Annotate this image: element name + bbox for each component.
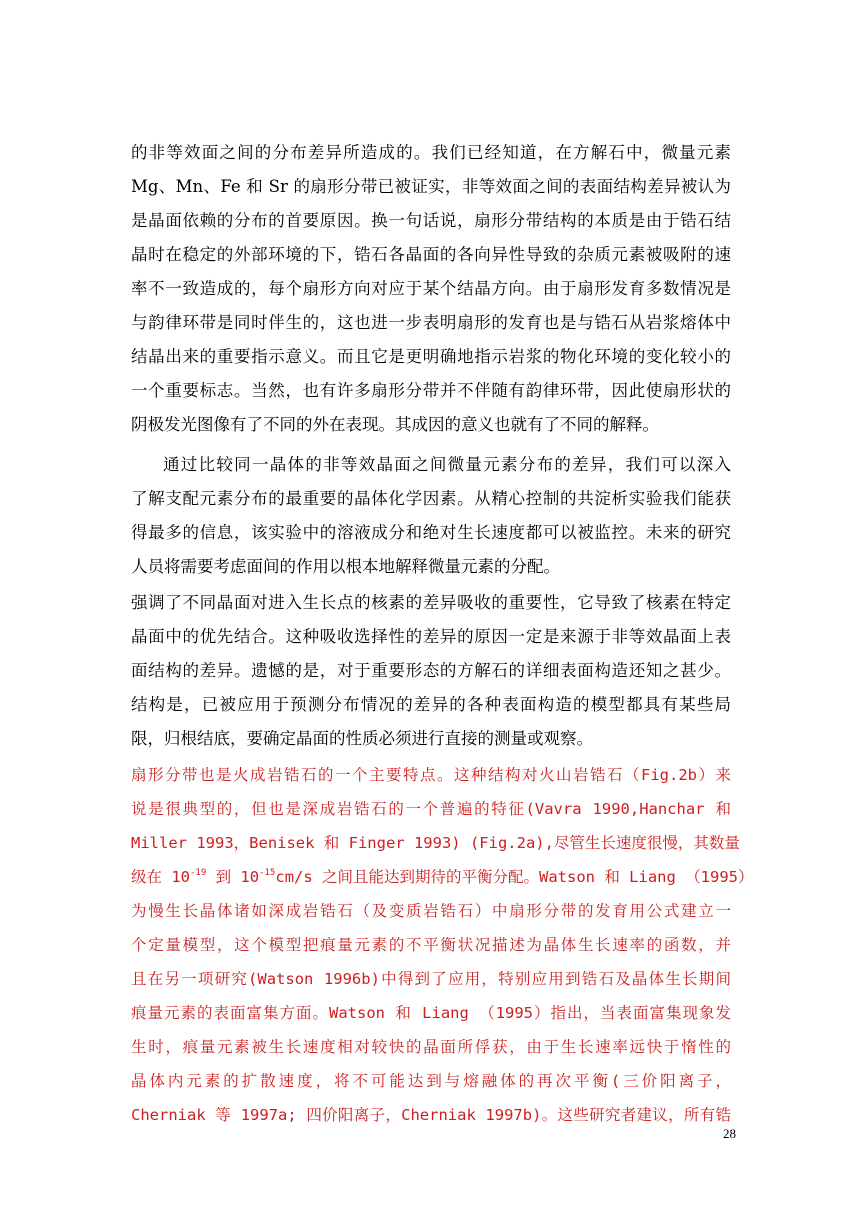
paragraph-4-line-9: 生时，痕量元素被生长速度相对较快的晶面所俘获，由于生长速率远快于惰性的 [131,1038,731,1056]
paragraph-1-line-4: 晶时在稳定的外部环境的下，锆石各晶面的各向异性导致的杂质元素被吸附的速 [131,245,731,264]
paragraph-1-line-5: 率不一致造成的，每个扇形方向对应于某个结晶方向。由于扇形发育多数情况是 [131,279,731,298]
paragraph-1-line-8: 一个重要标志。当然，也有许多扇形分带并不伴随有韵律环带，因此使扇形状的 [131,381,731,400]
paragraph-2-line-4: 人员将需要考虑面间的作用以根本地解释微量元素的分配。 [131,557,560,576]
paragraph-3-line-3: 面结构的差异。遗憾的是，对于重要形态的方解石的详细表面构造还知之甚少。 [131,661,731,680]
exponent-1: -19 [190,868,207,878]
paragraph-2-line-1: 通过比较同一晶体的非等效晶面之间微量元素分布的差异，我们可以深入 [163,455,731,474]
page-number: 28 [723,1126,736,1141]
paragraph-4-line-11: Cherniak 等 1997a; 四价阳离子，Cherniak 1997b)。这些研究者建议，所有锆 [131,1106,731,1124]
paragraph-3-line-2: 晶面中的优先结合。这种吸收选择性的差异的原因一定是来源于非等效晶面上表 [131,627,731,646]
paragraph-3-line-1: 强调了不同晶面对进入生长点的核素的差异吸收的重要性，它导致了核素在特定 [131,593,731,612]
paragraph-1-line-1: 的非等效面之间的分布差异所造成的。我们已经知道，在方解石中，微量元素 [131,143,731,162]
paragraph-4-line-8: 痕量元素的表面富集方面。Watson 和 Liang （1995）指出，当表面富集现象发 [131,1004,731,1022]
paragraph-3-line-4: 结构是，已被应用于预测分布情况的差异的各种表面构造的模型都具有某些局 [131,695,731,714]
paragraph-1-line-2: Mg、Mn、Fe 和 Sr 的扇形分带已被证实，非等效面之间的表面结构差异被认为 [131,177,731,196]
paragraph-3-line-5: 限，归根结底，要确定晶面的性质必须进行直接的测量或观察。 [131,729,593,748]
paragraph-4-line-3: Miller 1993，Benisek 和 Finger 1993) (Fig.2a),尽管生长速度很慢，其数量 [131,834,740,852]
line-4-text-c: cm/s 之间且能达到期待的平衡分配。Watson 和 Liang （1995） [275,868,754,886]
line-4-text-b: 到 10 [206,868,260,886]
paragraph-4-line-2: 说是很典型的，但也是深成岩锆石的一个普遍的特征(Vavra 1990,Hanchar 和 [131,800,731,818]
line-4-text-a: 级在 10 [131,868,190,886]
paragraph-2-line-2: 了解支配元素分布的最重要的晶体化学因素。从精心控制的共淀析实验我们能获 [131,489,731,508]
paragraph-1-line-7: 结晶出来的重要指示意义。而且它是更明确地指示岩浆的物化环境的变化较小的 [131,347,731,366]
paragraph-1-line-6: 与韵律环带是同时伴生的，这也进一步表明扇形的发育也是与锆石从岩浆熔体中 [131,313,731,332]
paragraph-1-line-3: 是晶面依赖的分布的首要原因。换一句话说，扇形分带结构的本质是由于锆石结 [131,211,731,230]
paragraph-4-line-10: 晶体内元素的扩散速度，将不可能达到与熔融体的再次平衡(三价阳离子， [131,1072,731,1090]
paragraph-4-line-4 [131,862,754,892]
paragraph-4-line-7: 且在另一项研究(Watson 1996b)中得到了应用，特别应用到锆石及晶体生长期间 [131,970,731,988]
paragraph-4-line-6: 个定量模型，这个模型把痕量元素的不平衡状况描述为晶体生长速率的函数，并 [131,936,731,954]
exponent-2: -15 [259,868,276,878]
paragraph-4-line-1: 扇形分带也是火成岩锆石的一个主要特点。这种结构对火山岩锆石（Fig.2b）来 [131,766,731,784]
paragraph-2-line-3: 得最多的信息，该实验中的溶液成分和绝对生长速度都可以被监控。未来的研究 [131,523,731,542]
paragraph-1-line-9: 阴极发光图像有了不同的外在表现。其成因的意义也就有了不同的解释。 [131,415,659,434]
paragraph-4-line-5: 为慢生长晶体诸如深成岩锆石（及变质岩锆石）中扇形分带的发育用公式建立一 [131,902,731,920]
